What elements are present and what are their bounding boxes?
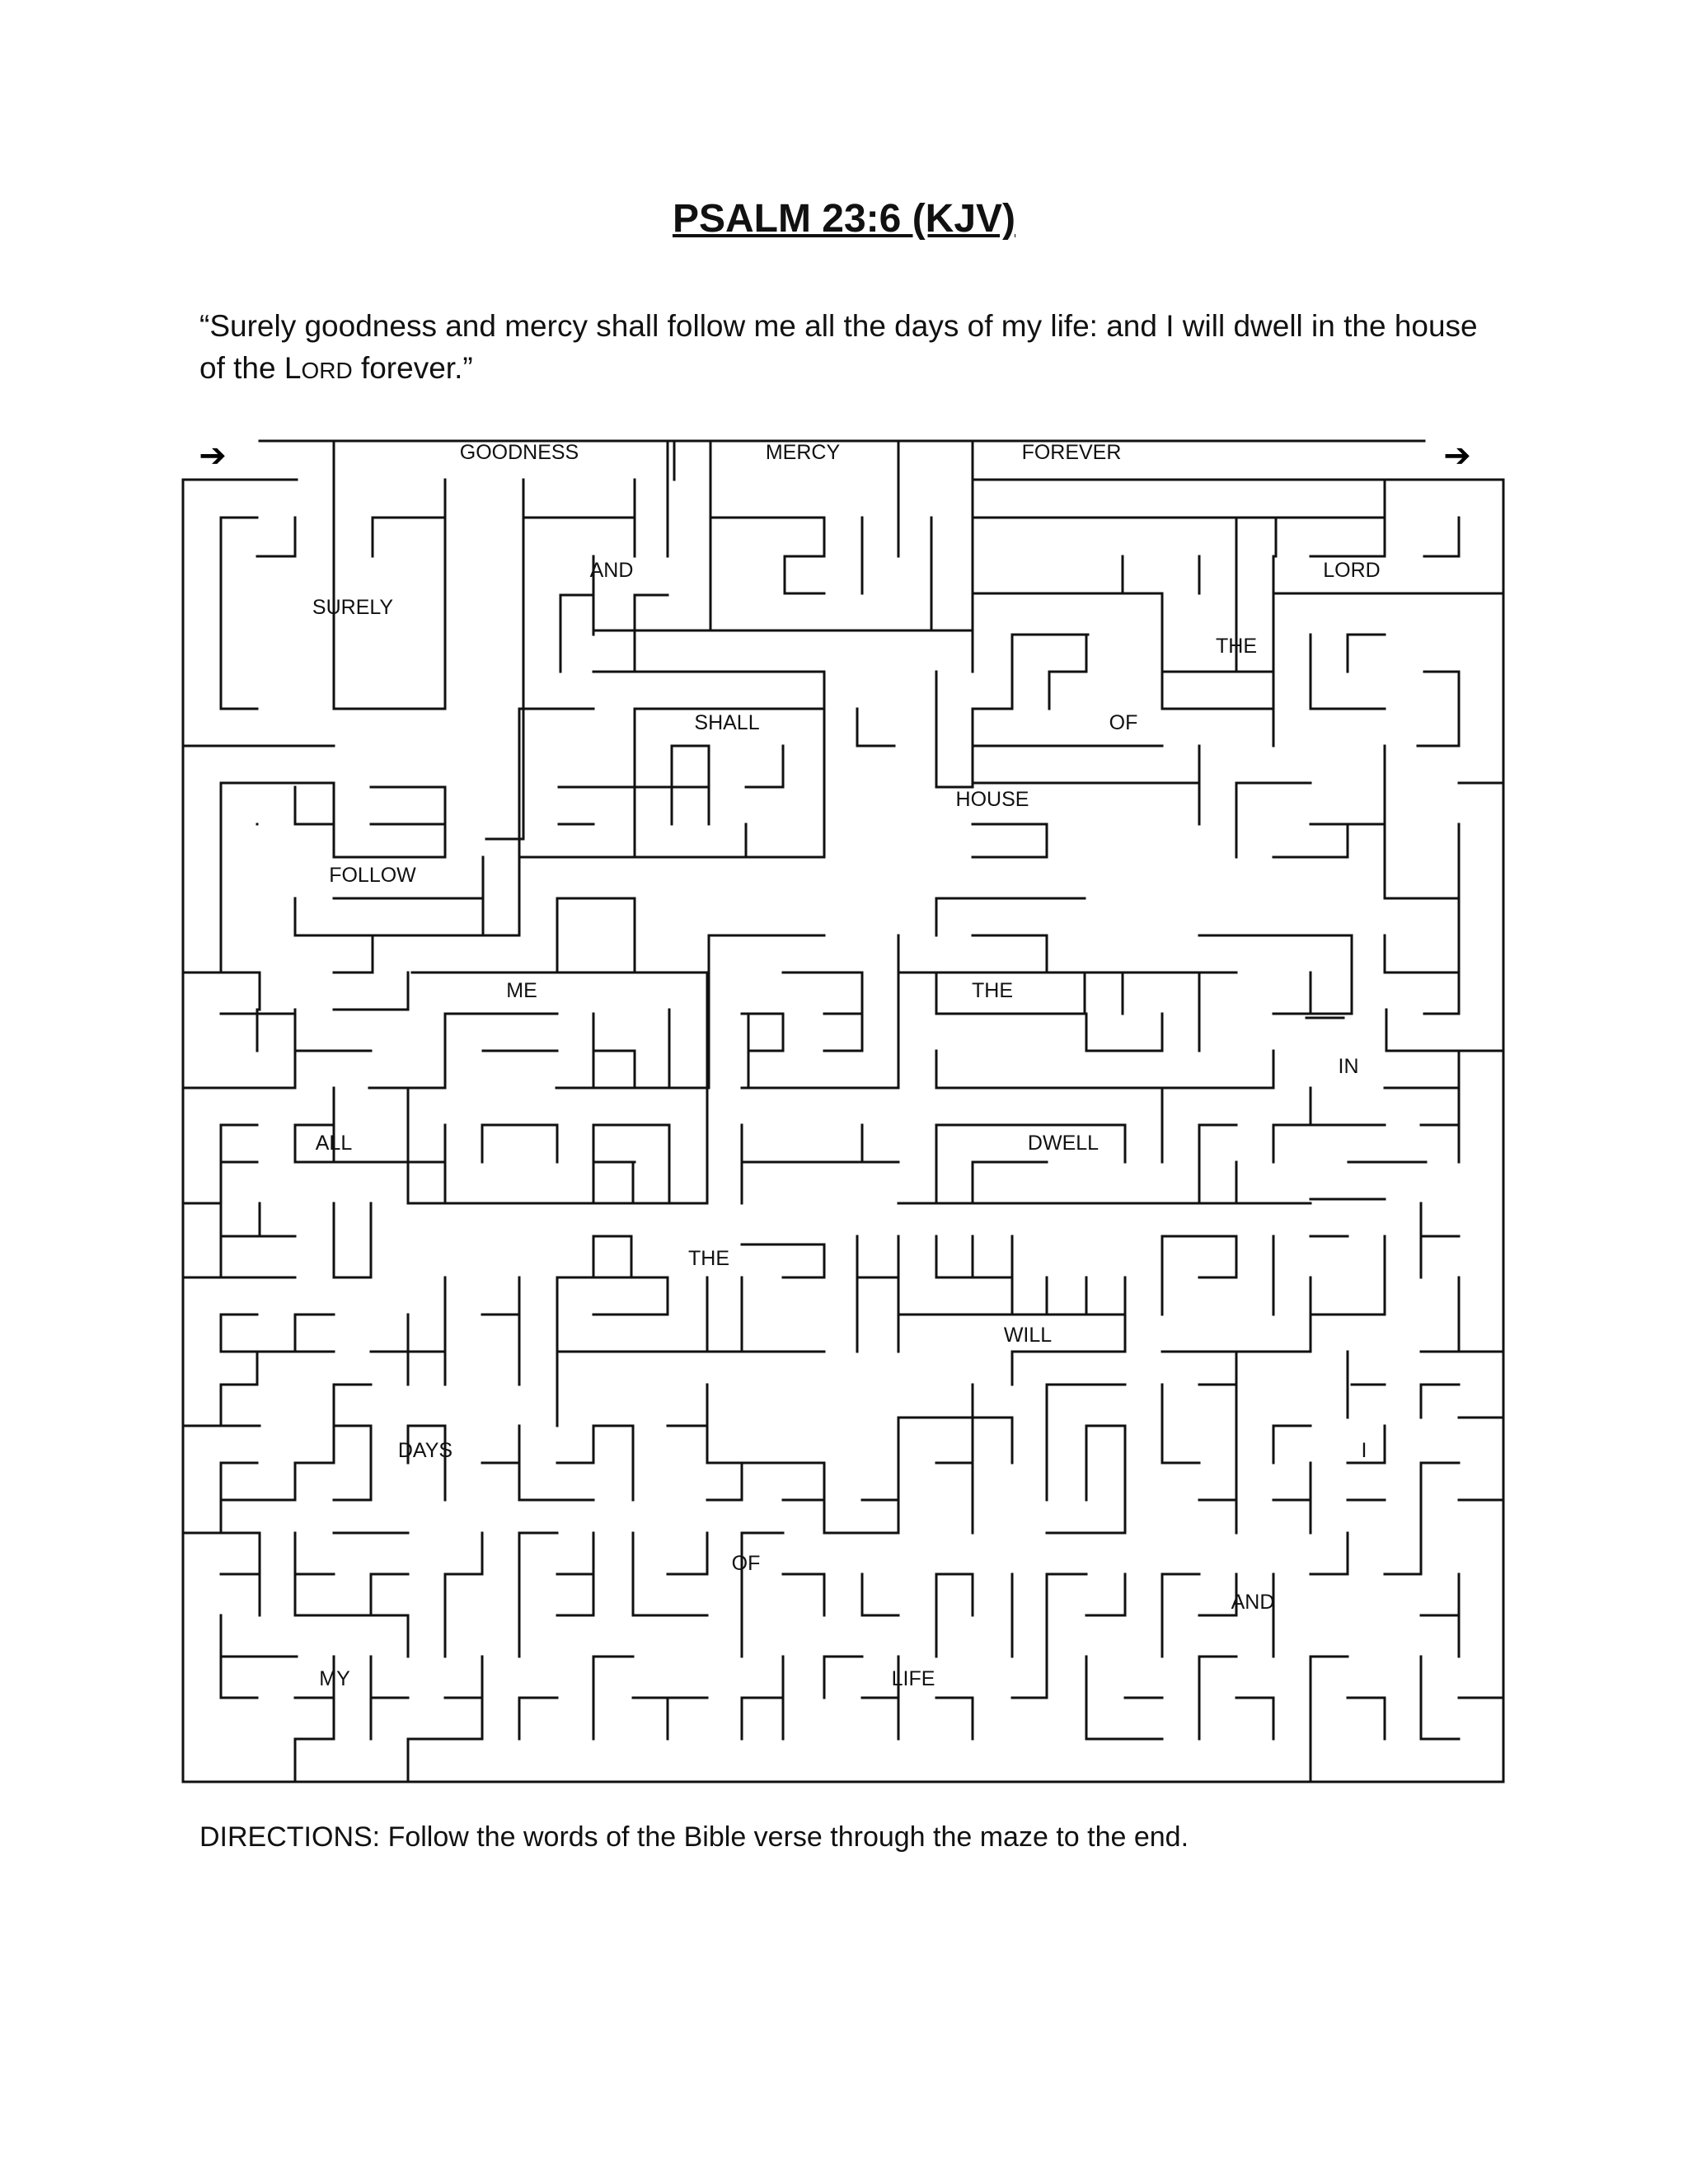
maze-word-label: MY — [319, 1667, 350, 1690]
maze-word-label: SHALL — [694, 711, 760, 734]
maze-word-label: I — [1361, 1439, 1367, 1462]
maze-word-label: ALL — [315, 1132, 353, 1155]
maze-word-label: LIFE — [891, 1667, 935, 1690]
maze-word-label: FOREVER — [1021, 441, 1122, 464]
maze-word-label: IN — [1338, 1055, 1359, 1078]
maze-word-label: AND — [1231, 1591, 1275, 1614]
maze-word-label: THE — [688, 1247, 729, 1270]
directions-text: DIRECTIONS: Follow the words of the Bible verse through the maze to the end. — [199, 1821, 1189, 1853]
maze-word-label: ME — [506, 979, 537, 1002]
maze-word-label: AND — [589, 559, 634, 582]
start-arrow-icon: ➔ — [199, 437, 227, 475]
verse-text-end: forever.” — [352, 351, 473, 385]
verse-text-smallcaps: ORD — [301, 358, 353, 383]
maze-word-label: DAYS — [397, 1439, 453, 1462]
maze-word-label: HOUSE — [955, 788, 1029, 811]
end-arrow-icon: ➔ — [1443, 437, 1471, 475]
maze-word-label: FOLLOW — [329, 864, 416, 887]
maze-word-label: THE — [972, 979, 1013, 1002]
maze-word-label: DWELL — [1027, 1132, 1100, 1155]
maze-walls — [183, 441, 1503, 1782]
maze-word-label: GOODNESS — [459, 441, 579, 464]
maze-word-label: OF — [1109, 711, 1138, 734]
verse-text-main: “Surely goodness and mercy shall follow me all the days of my life: and I will dwell in the house of the L — [199, 309, 1478, 385]
maze-word-label: THE — [1216, 635, 1257, 658]
page-title: PSALM 23:6 (KJV) — [672, 197, 1016, 241]
maze-words — [312, 441, 1381, 1690]
maze-word-label: WILL — [1003, 1324, 1053, 1347]
maze-word-label: LORD — [1323, 559, 1381, 582]
maze-word-label: SURELY — [312, 596, 394, 619]
maze-word-label: OF — [731, 1552, 761, 1575]
maze-word-label: MERCY — [765, 441, 841, 464]
